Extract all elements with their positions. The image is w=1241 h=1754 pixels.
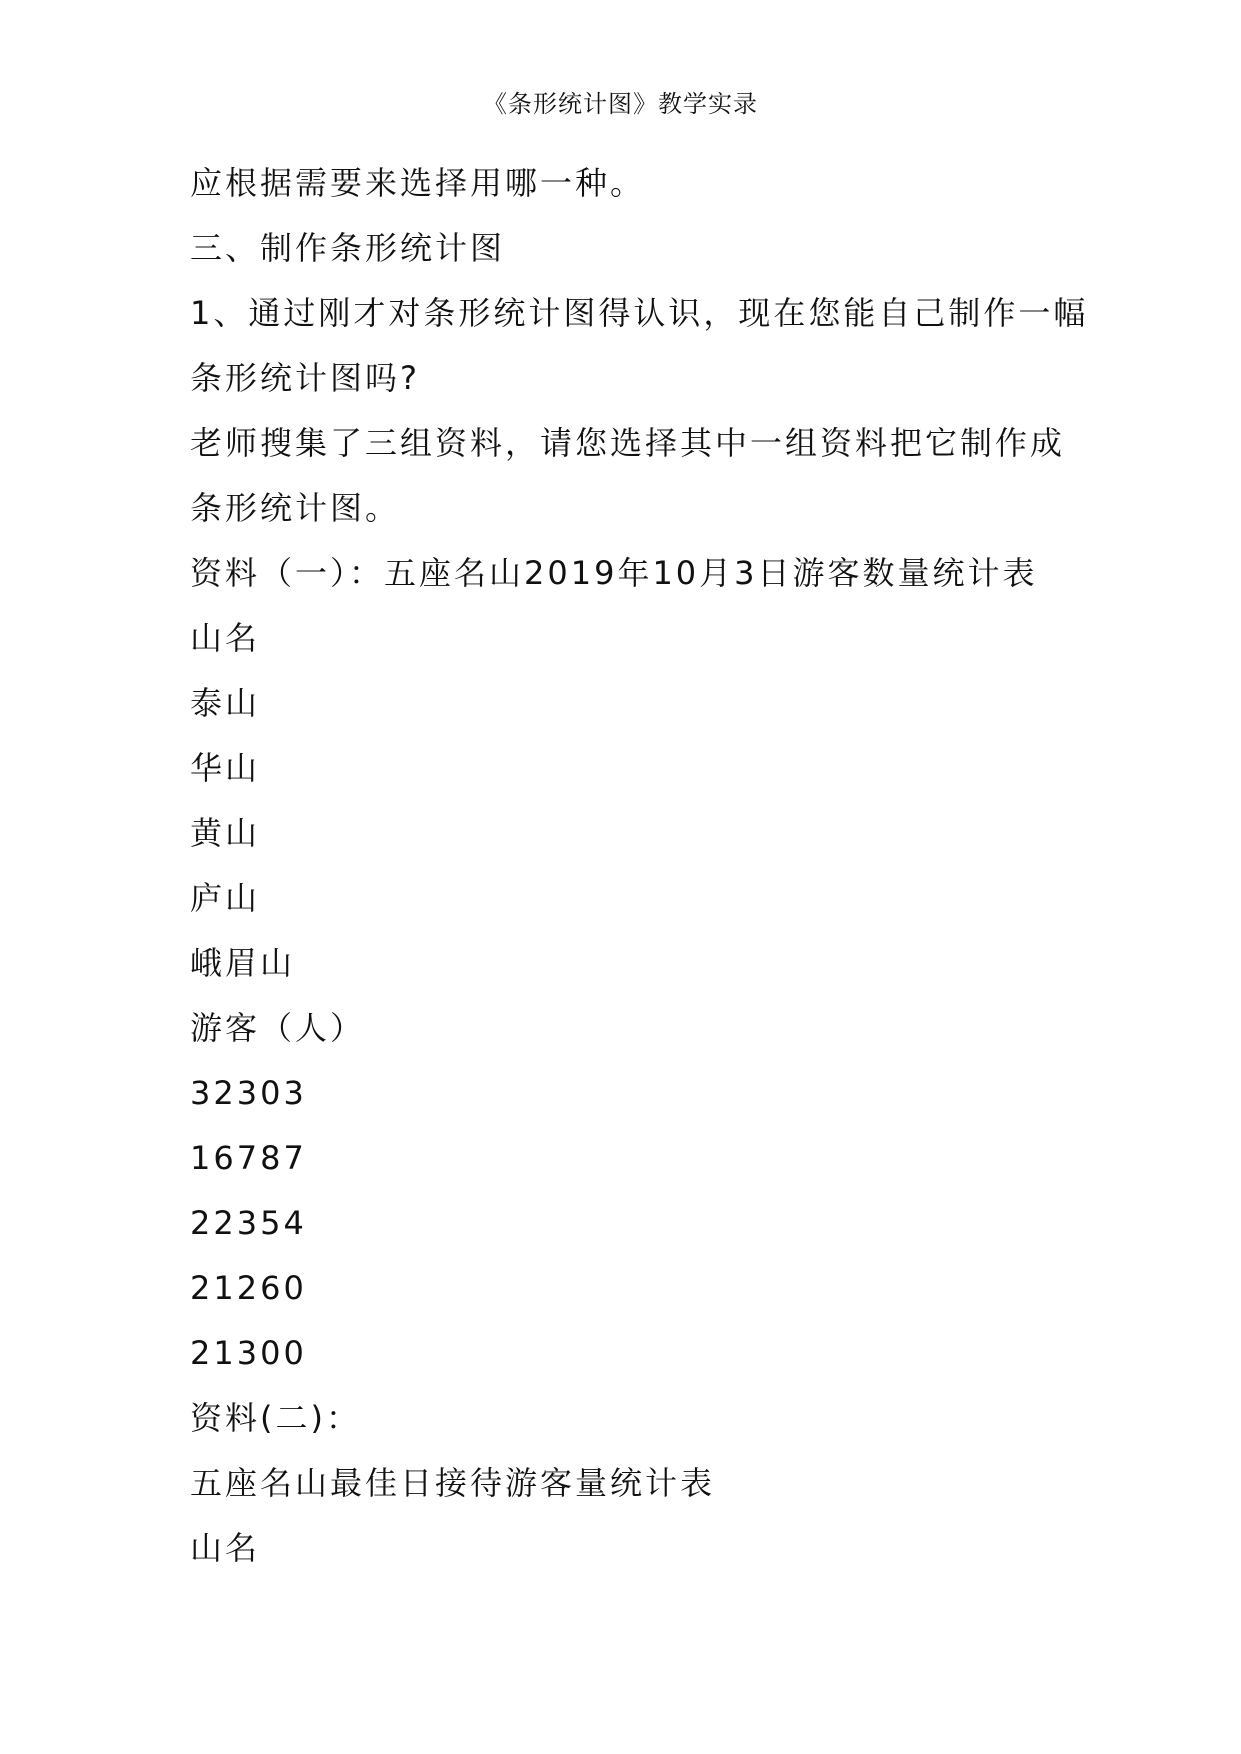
- data-set-title: 资料（一）：五座名山2019年10月3日游客数量统计表: [190, 554, 1038, 592]
- mountain-name: 峨眉山: [190, 944, 296, 982]
- text-line: 条形统计图。: [190, 489, 401, 527]
- mountain-name: 华山: [190, 749, 261, 787]
- mountain-name: 泰山: [190, 684, 261, 722]
- page-header: 《条形统计图》教学实录: [483, 90, 758, 118]
- document-body: [190, 160, 1090, 1590]
- section-heading: 三、制作条形统计图: [190, 229, 506, 267]
- text-line: 条形统计图吗?: [190, 359, 420, 397]
- visitor-count: 16787: [190, 1139, 307, 1177]
- visitor-count: 22354: [190, 1204, 307, 1242]
- column-header: 山名: [190, 1529, 261, 1567]
- column-header: 游客（人）: [190, 1009, 366, 1047]
- visitor-count: 21260: [190, 1269, 307, 1307]
- text-line: 老师搜集了三组资料，请您选择其中一组资料把它制作成: [190, 424, 1066, 462]
- mountain-name: 黄山: [190, 814, 261, 852]
- text-line: 1、通过刚才对条形统计图得认识，现在您能自己制作一幅: [190, 294, 1089, 332]
- data-set-title: 资料(二)：: [190, 1399, 361, 1437]
- table-title: 五座名山最佳日接待游客量统计表: [190, 1464, 716, 1502]
- text-line: 应根据需要来选择用哪一种。: [190, 164, 646, 202]
- visitor-count: 32303: [190, 1074, 307, 1112]
- column-header: 山名: [190, 619, 261, 657]
- visitor-count: 21300: [190, 1334, 307, 1372]
- mountain-name: 庐山: [190, 879, 261, 917]
